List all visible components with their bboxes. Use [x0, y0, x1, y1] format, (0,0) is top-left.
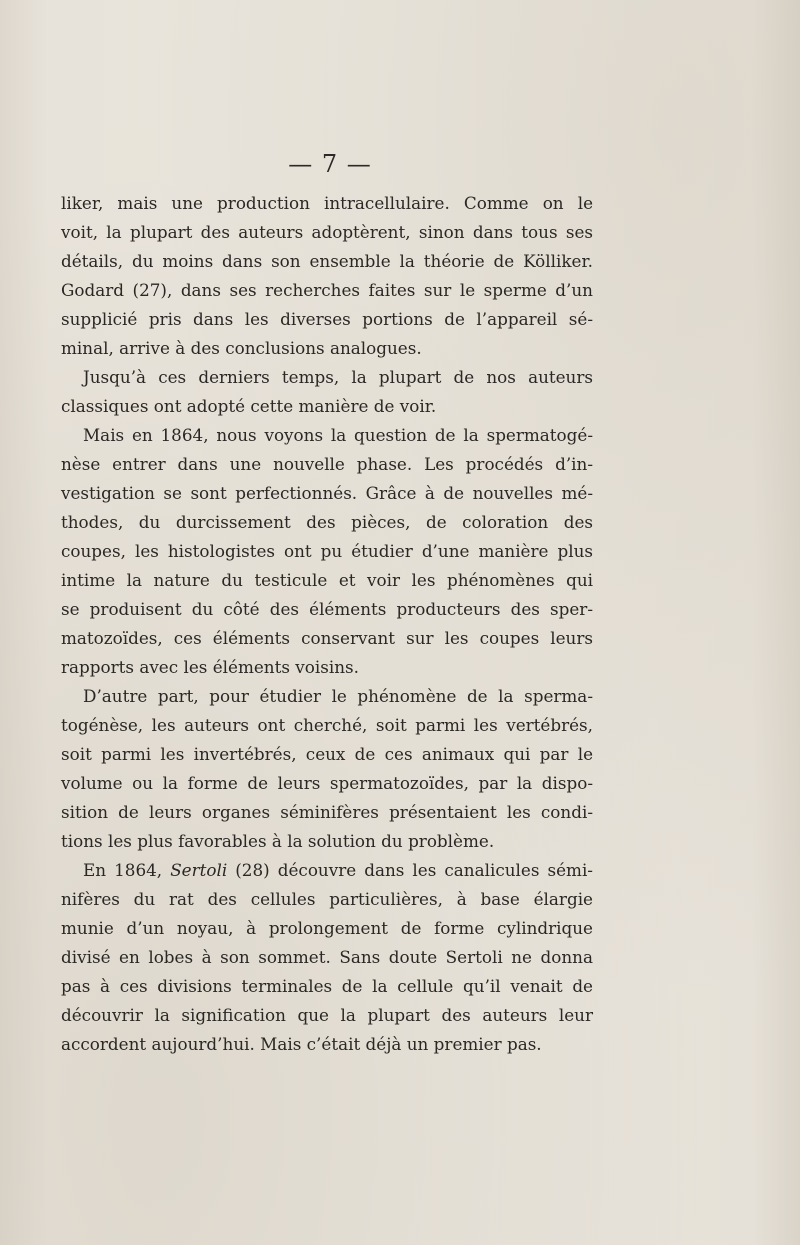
- text-line: rapports avec les éléments voisins.: [61, 657, 359, 677]
- text-line: nifères du rat des cellules particulières, à base élargie: [61, 889, 593, 909]
- text-line: supplicié pris dans les diverses portions de l’appareil sé-: [61, 309, 593, 329]
- text-line: soit parmi les invertébrés, ceux de ces animaux qui par le: [61, 744, 593, 764]
- text-line: thodes, du durcissement des pièces, de coloration des: [61, 512, 593, 532]
- text-line: liker, mais une production intracellulaire. Comme on le: [61, 193, 593, 213]
- page-number: — 7 —: [288, 150, 372, 178]
- text-segment: En 1864,: [83, 860, 171, 880]
- text-line: coupes, les histologistes ont pu étudier d’une manière plus: [61, 541, 593, 561]
- text-line: D’autre part, pour étudier le phénomène de la sperma-: [83, 686, 593, 706]
- text-line: nèse entrer dans une nouvelle phase. Les procédés d’in-: [61, 454, 593, 474]
- text-line: matozoïdes, ces éléments conservant sur les coupes leurs: [61, 628, 593, 648]
- text-line: volume ou la forme de leurs spermatozoïdes, par la dispo-: [61, 773, 593, 793]
- text-segment: (28) découvre dans les canalicules sémi-: [227, 860, 593, 880]
- text-line: accordent aujourd’hui. Mais c’était déjà un premier pas.: [61, 1034, 542, 1054]
- text-line: tions les plus favorables à la solution du problème.: [61, 831, 495, 851]
- text-line: vestigation se sont perfectionnés. Grâce à de nouvelles mé-: [61, 483, 593, 503]
- author-name: Sertoli: [170, 860, 228, 880]
- text-line: détails, du moins dans son ensemble la théorie de Kölliker.: [61, 251, 593, 271]
- text-line: classiques ont adopté cette manière de voir.: [61, 396, 437, 416]
- body-text: [61, 189, 593, 1059]
- text-line: [61, 856, 593, 885]
- text-line: togénèse, les auteurs ont cherché, soit parmi les vertébrés,: [61, 715, 593, 735]
- text-line: intime la nature du testicule et voir les phénomènes qui: [61, 570, 593, 590]
- text-line: Jusqu’à ces derniers temps, la plupart de nos auteurs: [83, 367, 593, 387]
- text-line: découvrir la signification que la plupart des auteurs leur: [61, 1005, 593, 1025]
- text-line: munie d’un noyau, à prolongement de forme cylindrique: [61, 918, 593, 938]
- text-line: voit, la plupart des auteurs adoptèrent, sinon dans tous ses: [61, 222, 593, 242]
- text-line: minal, arrive à des conclusions analogues.: [61, 338, 422, 358]
- text-line: divisé en lobes à son sommet. Sans doute Sertoli ne donna: [61, 947, 593, 967]
- text-line: sition de leurs organes séminifères présentaient les condi-: [61, 802, 593, 822]
- text-line: Godard (27), dans ses recherches faites sur le sperme d’un: [61, 280, 593, 300]
- text-line: se produisent du côté des éléments producteurs des sper-: [61, 599, 593, 619]
- text-line: pas à ces divisions terminales de la cellule qu’il venait de: [61, 976, 593, 996]
- text-line: Mais en 1864, nous voyons la question de la spermatogé-: [83, 425, 593, 445]
